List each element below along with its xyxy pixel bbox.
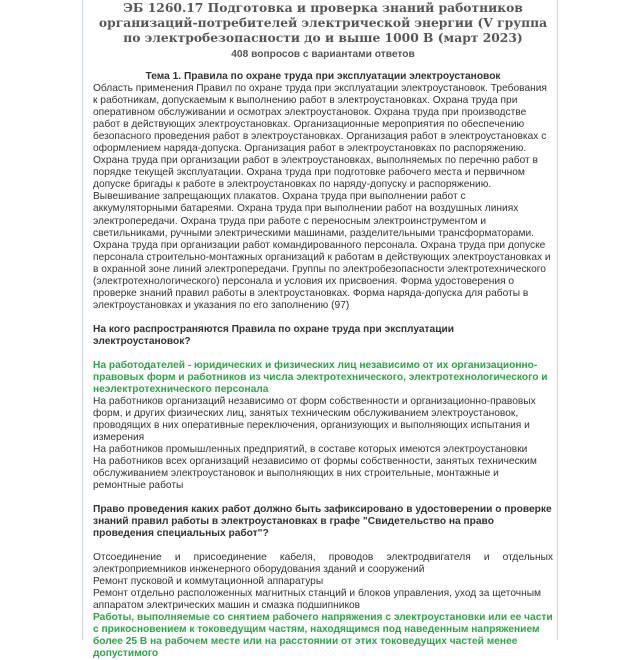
question-1: На кого распространяются Правила по охране труда при эксплуатации электроустановок?	[93, 323, 454, 347]
answer-2-1: Отсоединение и присоединение кабеля, проводов электродвигателя и отдельных электроприемников инженерного оборудования зданий и сооружений	[93, 551, 553, 575]
topic-body: Область применения Правил по охране труда при эксплуатации электроустановок. Требования к работникам, допускаемым к выполнению работ в электроустановках. Охрана труда при оперативном обслуживании и осмотрах электроустановок. Охрана труда при производстве работ в действующих электроустановках. Организационные мероприятия по обеспечению безопасного проведения работ в электроустановках. Организация работ в электроустановках с оформлением наряда-допуска. Организация работ в электроустановках по распоряжению. Охрана труда при организации работ в электроустановках, выполняемых по перечню работ в порядке текущей эксплуатации. Охрана труда при подготовке рабочего места и первичном допуске бригады к работе в электроустановках по наряду-допуску и распоряжению. Вывешивание запрещающих плакатов. Охрана труда при выполнении работ с аккумуляторными батареями. Охрана труда при выполнении работ на воздушных линиях электропередачи. Охрана труда при работе с переносным электроинструментом и светильниками, ручными электрическими машинами, разделительными трансформаторами. Охрана труда при организации работ командированного персонала. Охрана труда при допуске персонала строительно-монтажных организаций к работам в действующих электроустановках и в охранной зоне линий электропередачи. Группы по электробезопасности электротехнического (электротехнологического) персонала и условия их присвоения. Форма удостоверения о проверке знаний правил работы в электроустановках. Форма наряда-допуска для работы в электроустановках и указания по его заполнению (97)	[93, 83, 551, 311]
document	[93, 0, 553, 660]
page-border-left	[82, 0, 83, 640]
answer-1-2: На работников организаций независимо от форм собственности и организационно-правовых форм, и других физических лиц, занятых техническим обслуживанием электроустановок, проводящих в них оперативные переключения, организующих и выполняющих испытания и измерения	[93, 395, 536, 443]
answer-list-1	[93, 360, 553, 492]
answer-2-3: Ремонт отдельно расположенных магнитных станций и блоков управления, уход за щеточным аппаратом электрических машин и смазка подшипников	[93, 587, 542, 611]
question-2: Право проведения каких работ должно быть зафиксировано в удостоверении о проверке знаний правил работы в электроустановках в графе "Свидетельство на право проведения специальных работ"?	[93, 503, 552, 539]
document-subtitle: 408 вопросов с вариантами ответов	[231, 49, 415, 60]
answer-2-2: Ремонт пусковой и коммутационной аппаратуры	[93, 575, 324, 587]
answer-1-3: На работников промышленных предприятий, в составе которых имеются электроустановки	[93, 443, 528, 455]
topic-title: Тема 1. Правила по охране труда при эксплуатации электроустановок	[145, 71, 501, 82]
answer-1-1: На работодателей - юридических и физических лиц независимо от их организационно-правовых форм и работников из числа электротехнического, электротехнологического и неэлектротехнического персонала	[93, 359, 548, 395]
answer-1-4: На работников всех организаций независимо от формы собственности, занятых техническим обслуживанием электроустановок и выполняющих в них строительные, монтажные и ремонтные работы	[93, 455, 537, 491]
page-border-right	[557, 0, 558, 640]
document-title: ЭБ 1260.17 Подготовка и проверка знаний работников организаций-потребителей электрической энергии (V группа по электробезопасности до и выше 1000 В (март 2023)	[98, 0, 548, 45]
answer-2-4: Работы, выполняемые со снятием рабочего напряжения с электроустановки или ее части с прикосновением к токоведущим частям, находящимся под наведенным напряжением более 25 В на рабочем месте или на расстоянии от этих токоведущих частей менее допустимого	[93, 611, 553, 659]
answer-list-2	[93, 552, 553, 660]
